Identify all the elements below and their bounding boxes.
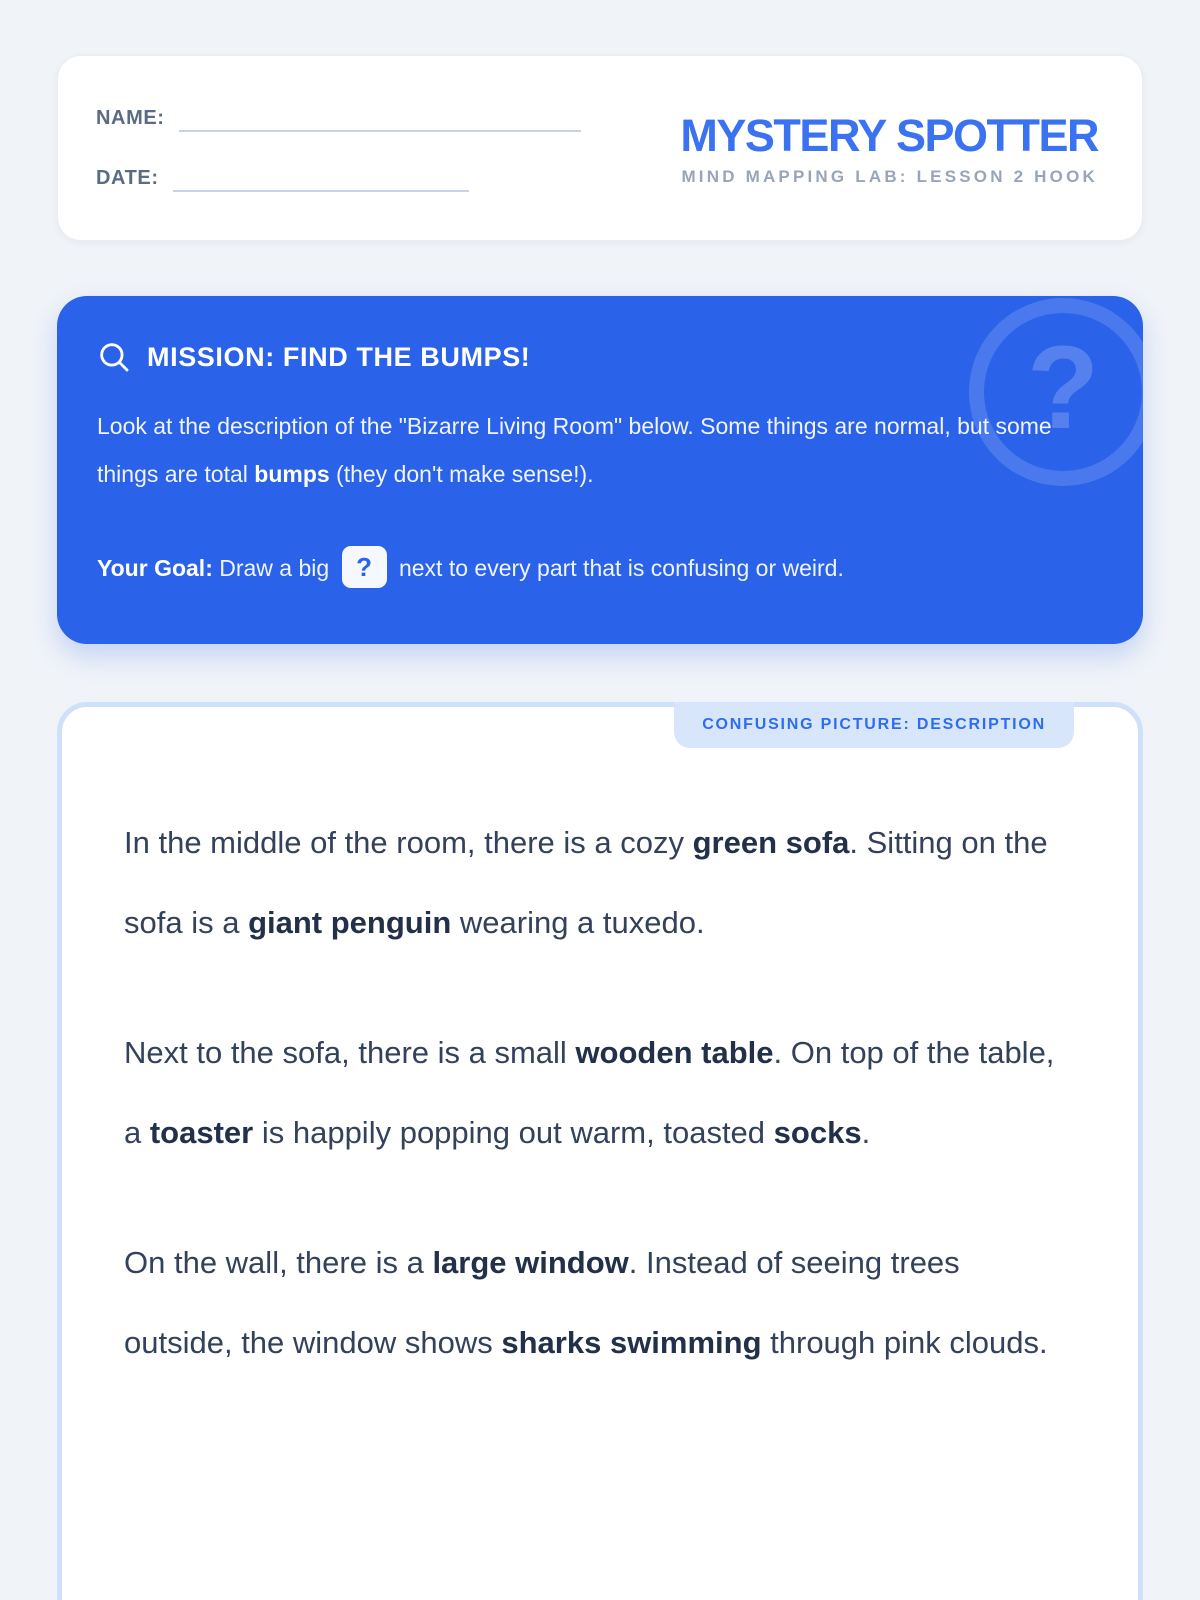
mission-body: Look at the description of the "Bizarre Living Room" below. Some things are normal, but some things are total bumps (they don't make sense!).: [97, 413, 1052, 487]
mission-heading-row: [97, 340, 1103, 374]
title-block: [680, 98, 1098, 240]
question-mark-watermark-icon: ?: [969, 298, 1143, 486]
name-label: NAME:: [96, 107, 165, 129]
description-paragraph: In the middle of the room, there is a cozy green sofa. Sitting on the sofa is a giant penguin wearing a tuxedo.: [124, 825, 1048, 940]
header-card: [57, 55, 1143, 241]
worksheet-subtitle: MIND MAPPING LAB: LESSON 2 HOOK: [681, 167, 1098, 187]
name-field-row: [96, 106, 581, 132]
worksheet-title: MYSTERY SPOTTER: [680, 110, 1098, 161]
description-paragraph: On the wall, there is a large window. Instead of seeing trees outside, the window shows sharks swimming through pink clouds.: [124, 1245, 1048, 1360]
date-label: DATE:: [96, 167, 159, 189]
date-line[interactable]: [173, 166, 469, 192]
mission-goal: Your Goal: Draw a big ? next to every part that is confusing or weird.: [97, 544, 1103, 592]
description-paragraph: Next to the sofa, there is a small wooden table. On top of the table, a toaster is happily popping out warm, toasted socks.: [124, 1035, 1055, 1150]
mission-heading: MISSION: FIND THE BUMPS!: [147, 341, 531, 372]
description-paragraphs: [124, 803, 1076, 1383]
magnifier-icon: [97, 340, 131, 374]
mission-card: [57, 296, 1143, 644]
name-line[interactable]: [179, 106, 581, 132]
description-badge: CONFUSING PICTURE: DESCRIPTION: [674, 702, 1074, 748]
description-card: [57, 702, 1143, 1600]
student-fields: [96, 98, 581, 240]
question-box-icon: ?: [342, 546, 387, 588]
date-field-row: [96, 166, 581, 192]
